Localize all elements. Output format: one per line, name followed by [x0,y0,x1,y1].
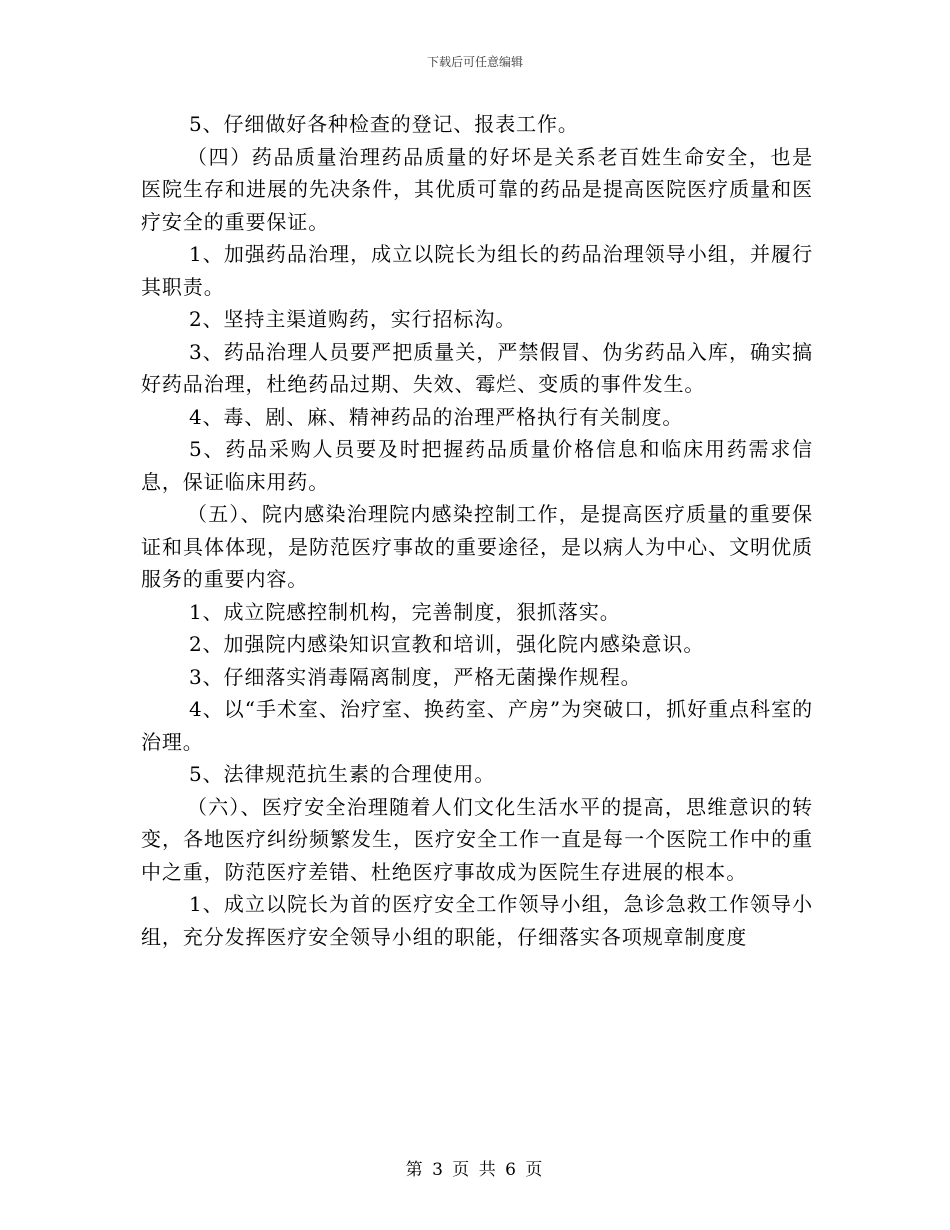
paragraph: 5、仔细做好各种检查的登记、报表工作。 [189,112,579,136]
paragraph: 1、加强药品治理，成立以院长为组长的药品治理领导小组，并履行其职责。 [141,242,813,299]
page-header: 下载后可任意编辑 [426,55,523,69]
paragraph: 5、法律规范抗生素的合理使用。 [189,762,496,786]
paragraph: 3、药品治理人员要严把质量关，严禁假冒、伪劣药品入库，确实搞好药品治理，杜绝药品过期、失效、霉烂、变质的事件发生。 [141,339,813,396]
section-heading-paragraph: （六）、医疗安全治理随着人们文化生活水平的提高，思维意识的转变，各地医疗纠纷频繁发生，医疗安全工作一直是每一个医院工作中的重中之重，防范医疗差错、杜绝医疗事故成为医院生存进展的根本。 [141,794,813,884]
paragraph: 3、仔细落实消毒隔离制度，严格无菌操作规程。 [189,664,642,689]
paragraph: 1、成立院感控制机构，完善制度，狠抓落实。 [189,599,621,624]
page-footer: 第 3 页 共 6 页 [405,1160,545,1180]
paragraph: 5、药品采购人员要及时把握药品质量价格信息和临床用药需求信息，保证临床用药。 [141,437,813,494]
section-heading-paragraph: （五）、院内感染治理院内感染控制工作，是提高医疗质量的重要保证和具体体现，是防范医疗事故的重要途径，是以病人为中心、文明优质服务的重要内容。 [141,502,813,591]
paragraph: 1、成立以院长为首的医疗安全工作领导小组，急诊急救工作领导小组，充分发挥医疗安全领导小组的职能，仔细落实各项规章制度度 [141,892,813,949]
paragraph: 4、毒、剧、麻、精神药品的治理严格执行有关制度。 [189,404,684,429]
paragraph: 4、以“手术室、治疗室、换药室、产房”为突破口，抓好重点科室的治理。 [141,697,813,754]
section-heading-paragraph: （四）药品质量治理药品质量的好坏是关系老百姓生命安全，也是医院生存和进展的先决条件，其优质可靠的药品是提高医院医疗质量和医疗安全的重要保证。 [141,144,813,234]
paragraph: 2、坚持主渠道购药，实行招标沟。 [189,307,517,331]
document-body [141,108,813,953]
paragraph: 2、加强院内感染知识宣教和培训，强化院内感染意识。 [189,632,705,656]
